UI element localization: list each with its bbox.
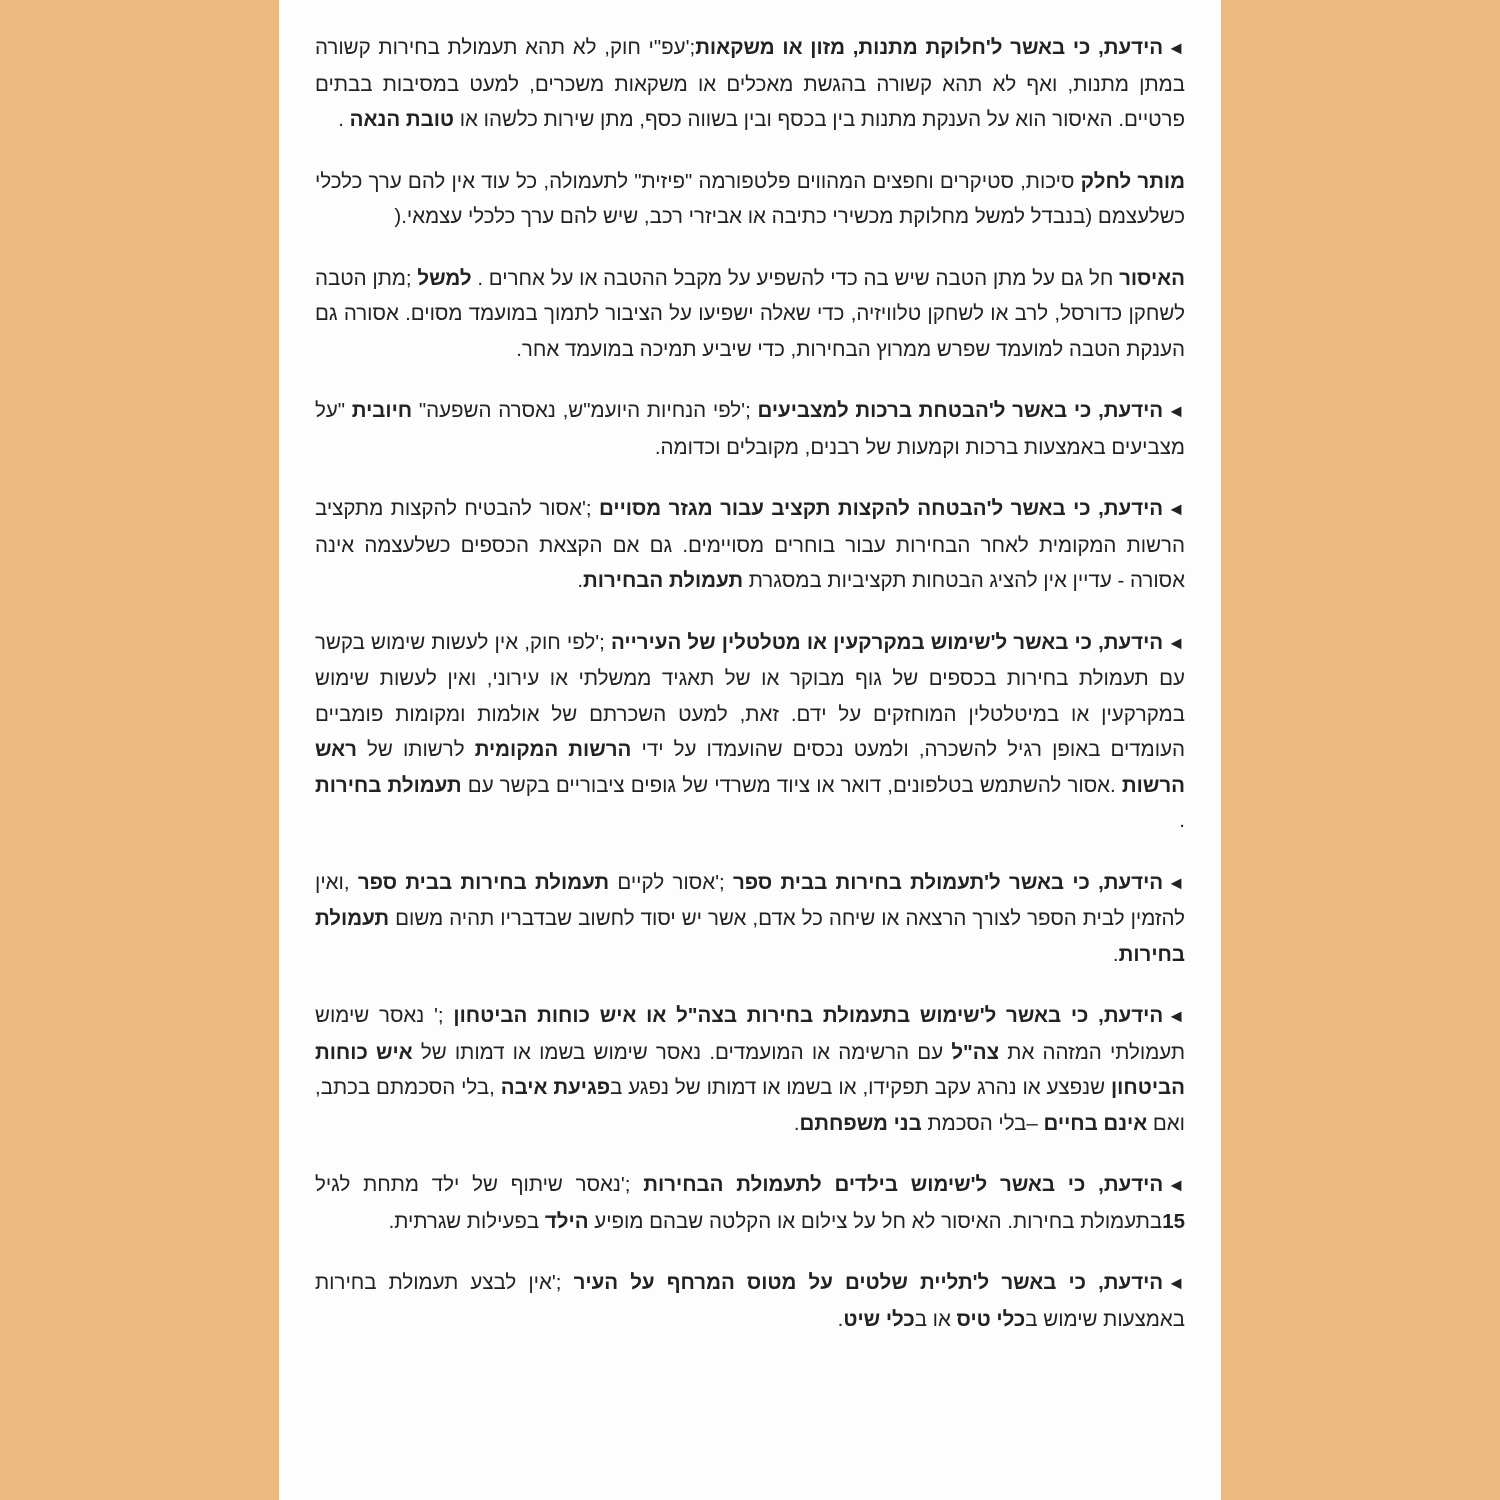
bold-text: כלי שיט bbox=[843, 1307, 915, 1331]
paragraph bbox=[315, 625, 1185, 839]
text: . bbox=[338, 108, 350, 131]
bold-text: תעמולת בחירות bbox=[315, 907, 1185, 966]
text: . bbox=[1179, 809, 1185, 832]
bold-text: הידעת, כי באשר ל'הבטחת ברכות למצביעים bbox=[757, 399, 1164, 422]
text: ;'עפ"י חוק, לא תהא תעמולת בחירות קשורה במתן מתנות, ואף לא תהא קשורה בהגשת מאכלים או משקאות משכרים, למעט במסיבות בבתים פרטיים. האיסור הוא על הענקת מתנות בין בכסף ובין בשווה כסף, מתן שירות כלשהו או bbox=[315, 36, 1185, 131]
text: לרשותו של bbox=[356, 738, 475, 761]
bold-text: הידעת, כי באשר ל'שימוש בתעמולת בחירות בצה"ל או איש כוחות הביטחון bbox=[453, 1004, 1164, 1027]
bullet-arrow-icon: ◄ bbox=[1167, 499, 1185, 519]
bold-text: הילד bbox=[544, 1209, 589, 1233]
bullet-arrow-icon: ◄ bbox=[1167, 38, 1185, 58]
text: ;'אין לבצע תעמולת בחירות באמצעות שימוש ב bbox=[315, 1271, 1185, 1331]
paragraph bbox=[315, 998, 1185, 1141]
bold-text: פגיעת איבה bbox=[500, 1076, 611, 1099]
text: ,ואין להזמין לבית הספר לצורך הרצאה או שיחה כל אדם, אשר יש יסוד לחשוב שבדבריו תהיה משום bbox=[315, 870, 1185, 930]
bold-text: הידעת, כי באשר ל'תעמולת בחירות בבית ספר bbox=[732, 870, 1164, 894]
text: ;'לפי חוק, אין לעשות שימוש בקשר עם תעמולת בחירות בכספים של גוף מבוקר או של תאגיד ממשלתי או עירוני, ואין לעשות שימוש במקרקעין או במיטלטלין המוחזקים על ידם. זאת, למעט השכרתם של אולמות ומקומות פומביים העומדים באופן רגיל להשכרה, ולמעט נכסים שהועמדו על ידי bbox=[315, 630, 1185, 761]
bold-text: תעמולת בחירות בבית ספר bbox=[357, 870, 610, 894]
bullet-arrow-icon: ◄ bbox=[1167, 872, 1185, 893]
bullet-arrow-icon: ◄ bbox=[1167, 401, 1185, 421]
bold-text: צה"ל bbox=[951, 1040, 1000, 1064]
text: ;'לפי הנחיות היועמ"ש, נאסרה השפעה" bbox=[412, 399, 758, 422]
bullet-arrow-icon: ◄ bbox=[1167, 1273, 1185, 1293]
bullet-arrow-icon: ◄ bbox=[1167, 1175, 1185, 1195]
bold-text: מותר לחלק bbox=[1080, 169, 1185, 193]
text: . bbox=[1112, 942, 1119, 966]
bold-text: אינם בחיים bbox=[1043, 1111, 1148, 1135]
bold-text: טובת הנאה bbox=[349, 108, 455, 131]
text: בפעילות שגרתית. bbox=[388, 1209, 545, 1233]
text: . bbox=[837, 1307, 844, 1331]
bold-text: ראש הרשות bbox=[315, 738, 1185, 797]
bold-text: הידעת, כי באשר ל'תליית שלטים על מטוס המרחף על העיר bbox=[573, 1271, 1164, 1294]
paragraph bbox=[315, 865, 1185, 973]
text: . bbox=[577, 569, 584, 592]
text: "על מצביעים באמצעות ברכות וקמעות של רבנים, מקובלים וכדומה. bbox=[315, 399, 1185, 459]
bullet-arrow-icon: ◄ bbox=[1167, 1006, 1186, 1026]
paragraph bbox=[315, 1265, 1185, 1337]
text: ;' נאסר שימוש תעמולתי המזהה את bbox=[315, 1004, 1185, 1064]
bold-text: הידעת, כי באשר ל'הבטחה להקצות תקציב עבור מגזר מסויים bbox=[599, 497, 1164, 520]
bold-text: 15 bbox=[1162, 1209, 1185, 1233]
text: בתעמולת בחירות. האיסור לא חל על צילום או הקלטה שבהם מופיע bbox=[588, 1209, 1163, 1233]
bold-text: הידעת, כי באשר ל'שימוש במקרקעין או מטלטלין של העירייה bbox=[610, 630, 1164, 654]
text: ,בלי הסכמתם בכתב, ואם bbox=[315, 1076, 1185, 1135]
bold-text: איש כוחות הביטחון bbox=[315, 1040, 1185, 1099]
bold-text: למשל bbox=[417, 266, 472, 290]
text: סיכות, סטיקרים וחפצים המהווים פלטפורמה "פיזית" לתעמולה, כל עוד אין להם ערך כלכלי כשלעצמם (בנבדל למשל מחלוקת מכשירי כתיבה או אביזרי רכב, שיש להם ערך כלכלי עצמאי.( bbox=[315, 169, 1185, 228]
paragraph bbox=[315, 30, 1185, 138]
text: . bbox=[793, 1111, 800, 1135]
paragraph bbox=[315, 1167, 1185, 1239]
paragraph bbox=[315, 261, 1185, 368]
bold-text: בני משפחתם bbox=[799, 1111, 922, 1135]
bold-text: תעמולת בחירות bbox=[315, 773, 462, 797]
bold-text: הרשות המקומית bbox=[474, 738, 632, 761]
bold-text: הידעת, כי באשר ל'חלוקת מתנות, מזון או משקאות bbox=[695, 36, 1164, 59]
text: או ב bbox=[914, 1307, 957, 1331]
text: ;מתן הטבה לשחקן כדורסל, לרב או לשחקן טלוויזיה, כדי שאלה ישפיעו על הציבור לתמוך במועמד מסוים. אסורה גם הענקת הטבה למועמד שפרש ממרוץ הבחירות, כדי שיביע תמיכה במועמד אחר. bbox=[315, 266, 1185, 361]
bold-text: חיובית bbox=[351, 399, 413, 422]
document-body bbox=[315, 30, 1185, 1337]
text: חל גם על מתן הטבה שיש בה כדי להשפיע על מקבל ההטבה או על אחרים . bbox=[471, 266, 1120, 290]
text: .אסור להשתמש בטלפונים, דואר או ציוד משרדי של גופים ציבוריים בקשר עם bbox=[461, 773, 1122, 797]
paragraph bbox=[315, 491, 1185, 599]
bold-text: כלי טיס bbox=[956, 1307, 1026, 1331]
paragraph bbox=[315, 164, 1185, 235]
document-page bbox=[279, 0, 1221, 1500]
text: עם הרשימה או המועמדים. נאסר שימוש בשמו או דמותו של bbox=[412, 1040, 952, 1064]
bold-text: תעמולת הבחירות bbox=[583, 569, 744, 592]
text: ;'אסור לקיים bbox=[609, 870, 733, 894]
paragraph bbox=[315, 393, 1185, 465]
text: ;'אסור להבטיח להקצות מתקציב הרשות המקומית לאחר הבחירות עבור בוחרים מסויימים. גם אם הקצאת הכספים כשלעצמה אינה אסורה - עדיין אין להציג הבטחות תקציביות במסגרת bbox=[315, 497, 1185, 592]
text: שנפצע או נהרג עקב תפקידו, או בשמו או דמותו של נפגע ב bbox=[610, 1076, 1111, 1099]
bold-text: האיסור bbox=[1119, 266, 1185, 290]
bullet-arrow-icon: ◄ bbox=[1167, 632, 1185, 653]
bold-text: הידעת, כי באשר ל'שימוש בילדים לתעמולת הבחירות bbox=[643, 1173, 1164, 1196]
text: –בלי הסכמת bbox=[921, 1111, 1044, 1135]
text: ;'נאסר שיתוף של ילד מתחת לגיל bbox=[315, 1173, 644, 1196]
